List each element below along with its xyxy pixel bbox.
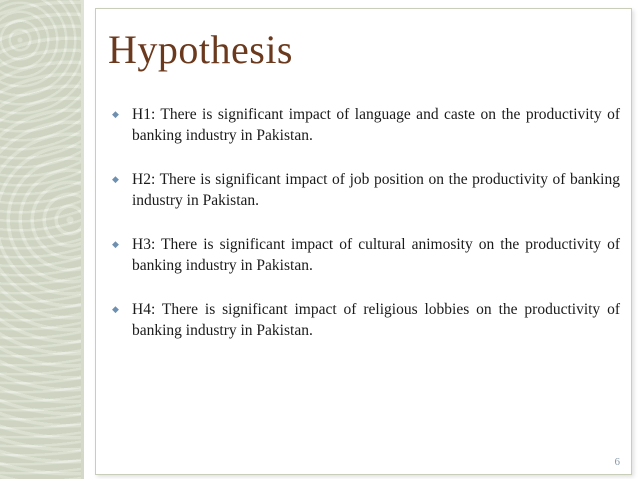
bullet-diamond-icon: ◆ — [112, 304, 119, 314]
list-item-text: H1: There is significant impact of language and caste on the productivity of banking industry in Pakistan. — [132, 106, 620, 144]
list-item-text: H4: There is significant impact of religious lobbies on the productivity of banking industry in Pakistan. — [132, 301, 620, 339]
bullet-diamond-icon: ◆ — [112, 109, 119, 119]
list-item-text: H3: There is significant impact of cultural animosity on the productivity of banking industry in Pakistan. — [132, 236, 620, 274]
list-item-text: H2: There is significant impact of job position on the productivity of banking industry in Pakistan. — [132, 171, 620, 209]
list-item-h2 — [108, 169, 620, 211]
list-item-h3 — [108, 234, 620, 276]
list-item-h4 — [108, 299, 620, 341]
bullet-diamond-icon: ◆ — [112, 239, 119, 249]
hypothesis-list — [108, 104, 620, 364]
page-number: 6 — [614, 456, 620, 468]
decorative-left-band — [0, 0, 84, 479]
list-item-h1 — [108, 104, 620, 146]
slide-title: Hypothesis — [108, 27, 293, 72]
bullet-diamond-icon: ◆ — [112, 174, 119, 184]
